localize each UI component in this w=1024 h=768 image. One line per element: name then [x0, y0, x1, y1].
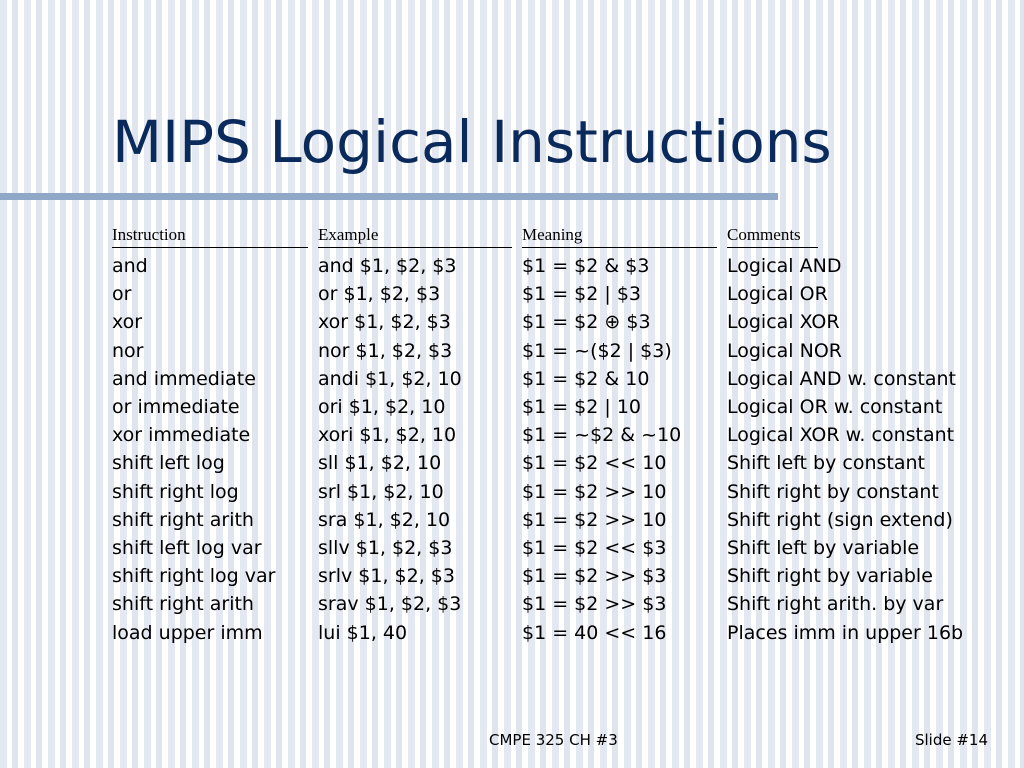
cell-meaning: $1 = $2 >> 10 [522, 508, 667, 531]
table-row [112, 562, 1012, 590]
cell-comment: Logical XOR w. constant [727, 424, 955, 447]
cell-instruction: and immediate [112, 367, 256, 390]
cell-example: sllv $1, $2, $3 [318, 536, 453, 559]
header-instruction: Instruction [112, 224, 308, 248]
cell-meaning: $1 = 40 << 16 [522, 621, 667, 644]
table-row [112, 534, 1012, 562]
cell-instruction: shift right arith [112, 593, 254, 616]
table-row [112, 337, 1012, 365]
table-row [112, 252, 1012, 280]
table-header [112, 224, 1012, 248]
cell-example: xor $1, $2, $3 [318, 311, 451, 334]
cell-instruction: xor immediate [112, 424, 251, 447]
cell-instruction: nor [112, 339, 144, 362]
header-meaning: Meaning [522, 224, 717, 248]
cell-example: srav $1, $2, $3 [318, 593, 462, 616]
cell-comment: Shift right by constant [727, 480, 939, 503]
cell-instruction: xor [112, 311, 143, 334]
cell-meaning: $1 = $2 >> 10 [522, 480, 667, 503]
cell-comment: Shift right arith. by var [727, 593, 944, 616]
cell-comment: Logical AND [727, 255, 842, 278]
cell-instruction: shift right log var [112, 565, 276, 588]
table-row [112, 506, 1012, 534]
cell-example: sra $1, $2, 10 [318, 508, 451, 531]
cell-comment: Logical OR [727, 283, 828, 306]
cell-example: lui $1, 40 [318, 621, 408, 644]
cell-comment: Shift right (sign extend) [727, 508, 953, 531]
cell-example: or $1, $2, $3 [318, 283, 441, 306]
table-row [112, 478, 1012, 506]
cell-instruction: load upper imm [112, 621, 263, 644]
cell-comment: Logical NOR [727, 339, 842, 362]
cell-meaning: $1 = $2 | $3 [522, 283, 642, 306]
table-body [112, 252, 1012, 647]
cell-instruction: shift left log [112, 452, 225, 475]
slide-title: MIPS Logical Instructions [112, 108, 832, 176]
cell-comment: Logical XOR [727, 311, 840, 334]
cell-comment: Shift right by variable [727, 565, 933, 588]
cell-instruction: and [112, 255, 148, 278]
footer-course: CMPE 325 CH #3 [489, 731, 618, 749]
cell-example: srl $1, $2, 10 [318, 480, 444, 503]
cell-meaning: $1 = $2 | 10 [522, 396, 642, 419]
cell-example: srlv $1, $2, $3 [318, 565, 455, 588]
cell-instruction: or [112, 283, 132, 306]
cell-comment: Shift left by constant [727, 452, 925, 475]
cell-instruction: shift right arith [112, 508, 254, 531]
cell-example: ori $1, $2, 10 [318, 396, 446, 419]
header-comments: Comments [727, 224, 818, 248]
cell-meaning: $1 = $2 ⊕ $3 [522, 311, 651, 334]
cell-meaning: $1 = ~$2 & ~10 [522, 424, 682, 447]
cell-example: xori $1, $2, 10 [318, 424, 457, 447]
cell-example: and $1, $2, $3 [318, 255, 457, 278]
cell-meaning: $1 = $2 & $3 [522, 255, 650, 278]
footer-slide-number: Slide #14 [914, 731, 988, 749]
table-row [112, 421, 1012, 449]
cell-instruction: shift left log var [112, 536, 262, 559]
table-row [112, 618, 1012, 646]
cell-comment: Shift left by variable [727, 536, 920, 559]
cell-example: sll $1, $2, 10 [318, 452, 442, 475]
cell-example: nor $1, $2, $3 [318, 339, 453, 362]
cell-meaning: $1 = $2 >> $3 [522, 593, 667, 616]
cell-comment: Logical AND w. constant [727, 367, 956, 390]
table-row [112, 590, 1012, 618]
table-row [112, 393, 1012, 421]
instruction-table [112, 224, 1012, 647]
cell-instruction: or immediate [112, 396, 240, 419]
cell-meaning: $1 = $2 & 10 [522, 367, 650, 390]
table-row [112, 308, 1012, 336]
title-divider [0, 193, 778, 200]
cell-comment: Logical OR w. constant [727, 396, 943, 419]
table-row [112, 280, 1012, 308]
cell-comment: Places imm in upper 16b [727, 621, 964, 644]
table-row [112, 449, 1012, 477]
header-example: Example [318, 224, 512, 248]
cell-meaning: $1 = $2 << $3 [522, 536, 667, 559]
cell-meaning: $1 = $2 >> $3 [522, 565, 667, 588]
cell-meaning: $1 = $2 << 10 [522, 452, 667, 475]
cell-meaning: $1 = ~($2 | $3) [522, 339, 672, 362]
cell-instruction: shift right log [112, 480, 239, 503]
cell-example: andi $1, $2, 10 [318, 367, 462, 390]
table-row [112, 365, 1012, 393]
